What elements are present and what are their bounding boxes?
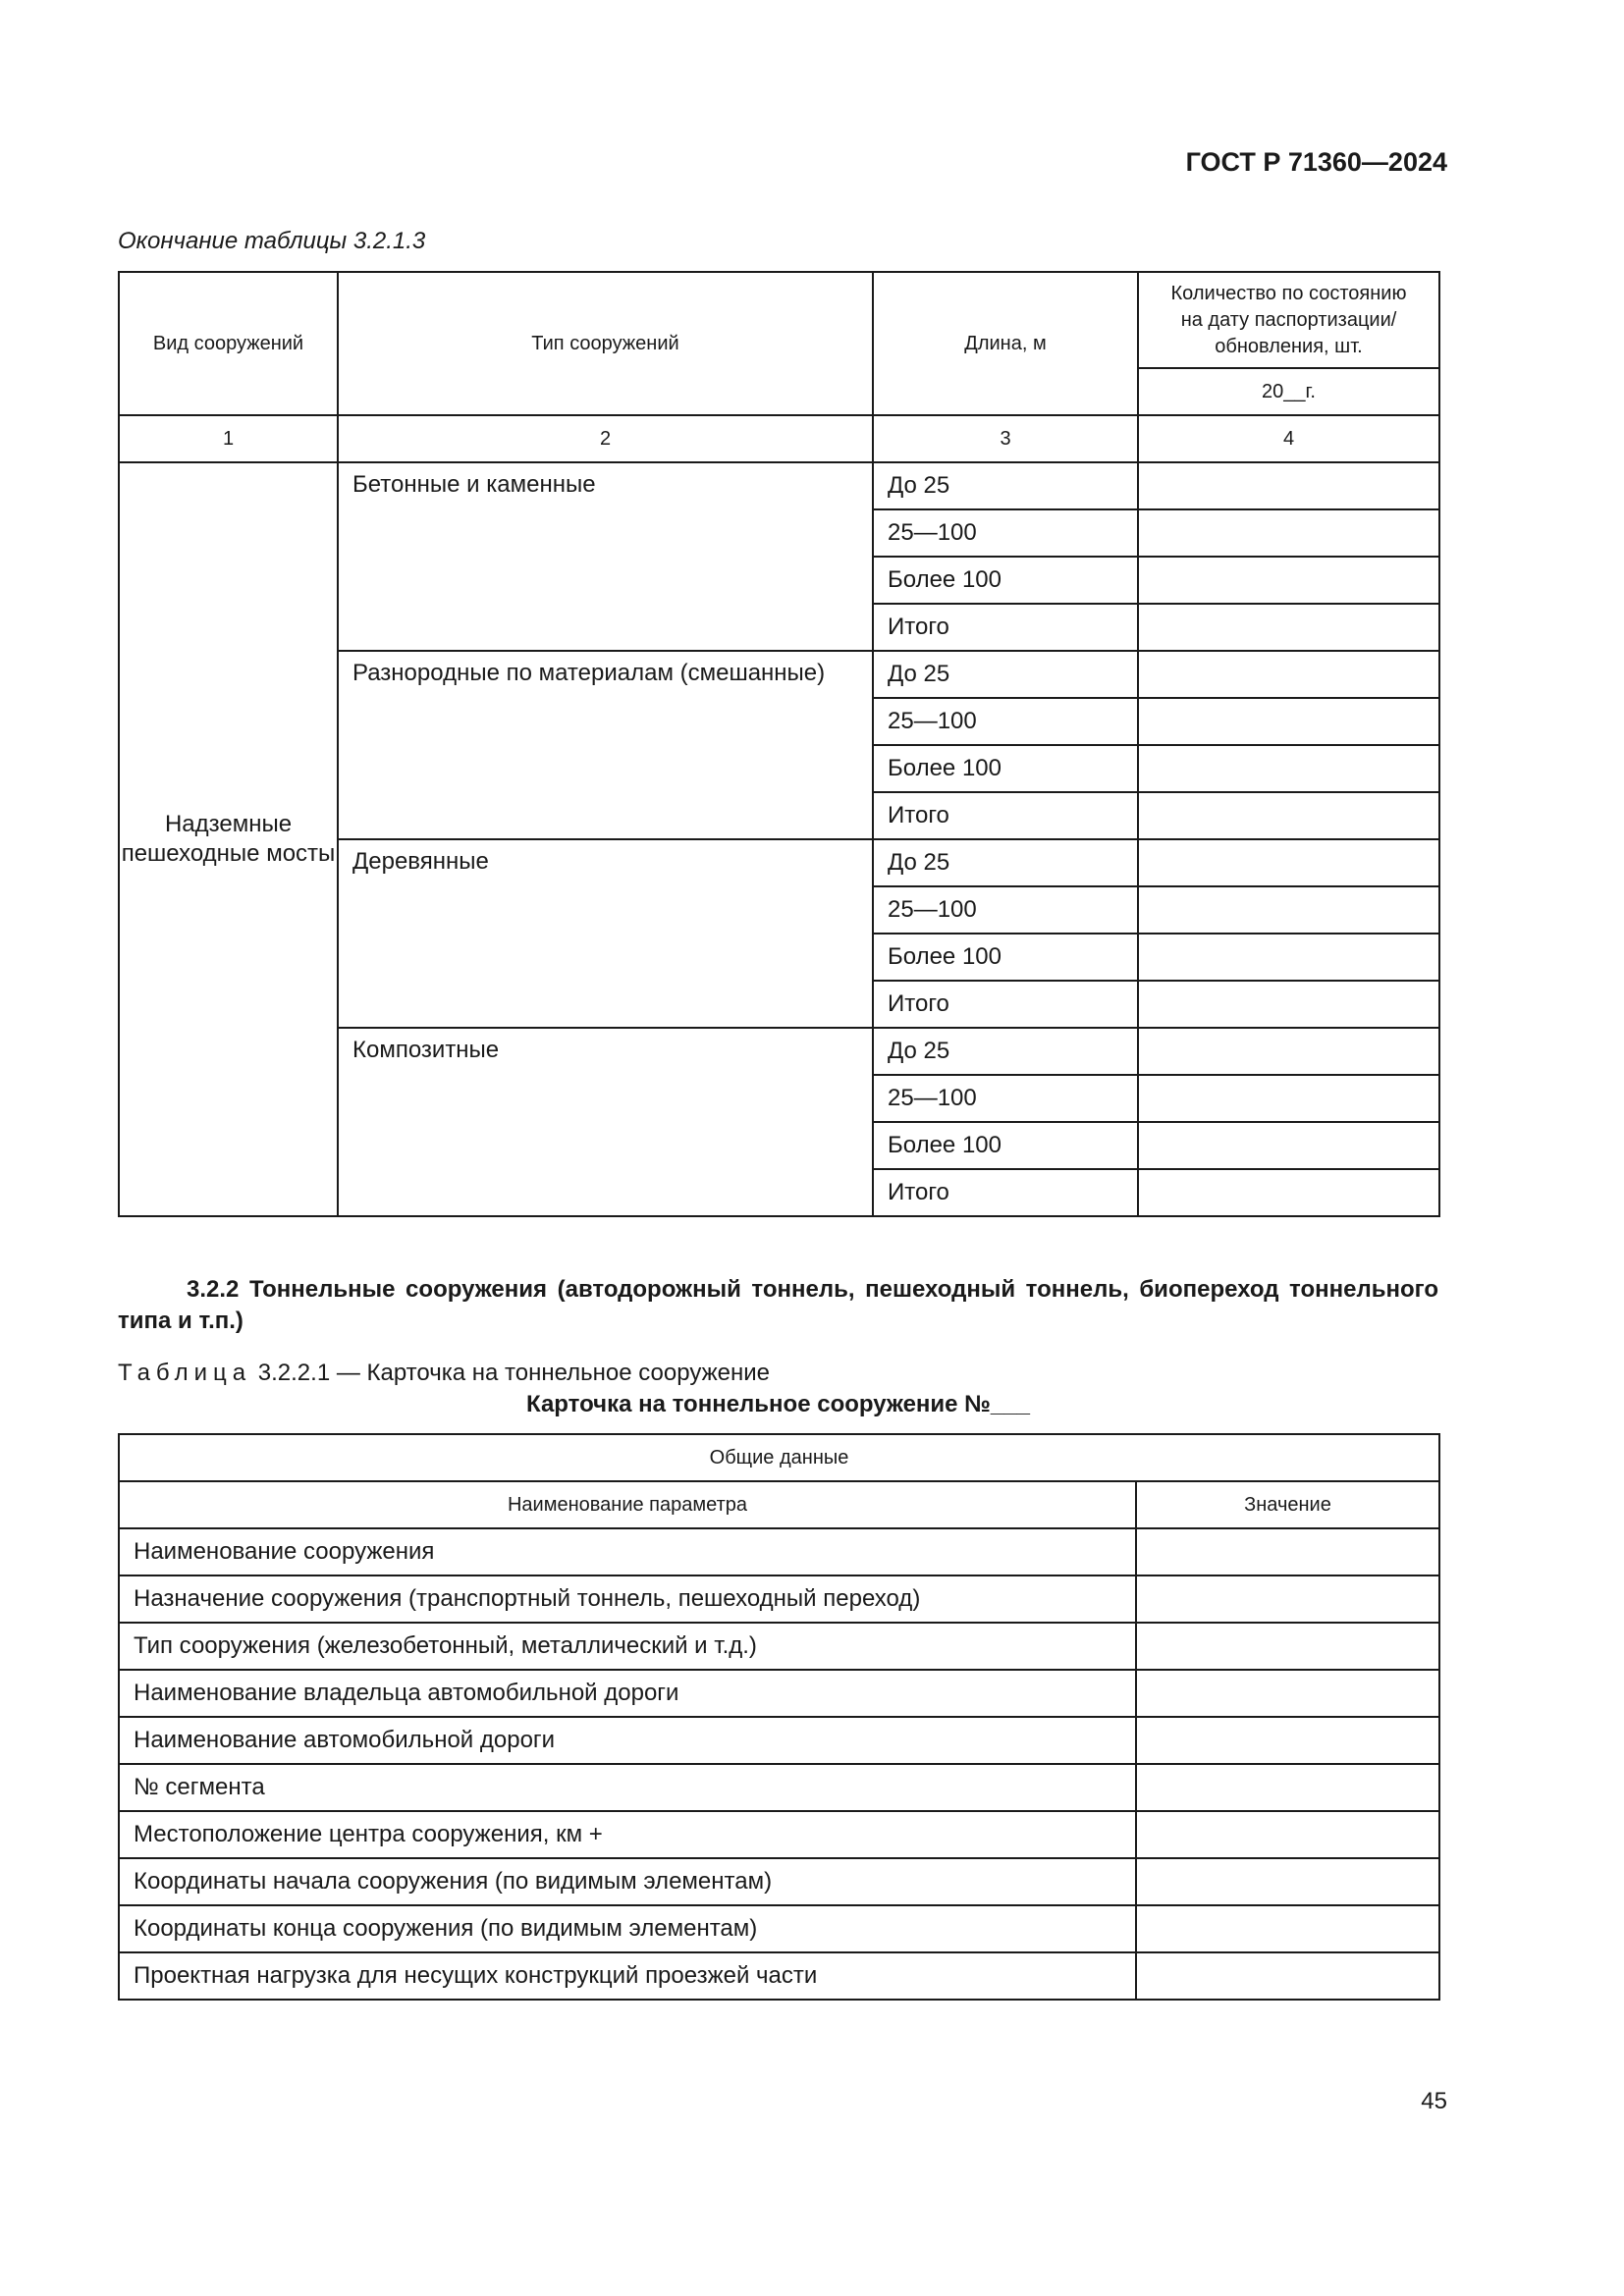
count-cell[interactable] — [1138, 651, 1439, 698]
header-year: 20__г. — [1138, 368, 1439, 415]
count-cell[interactable] — [1138, 934, 1439, 981]
count-cell[interactable] — [1138, 1028, 1439, 1075]
length-cell: 25—100 — [873, 509, 1138, 557]
value-cell[interactable] — [1136, 1528, 1439, 1575]
table-caption-word: Таблица — [118, 1360, 252, 1386]
length-cell: 25—100 — [873, 1075, 1138, 1122]
col-number-2: 2 — [338, 415, 873, 462]
header-type: Тип сооружений — [338, 272, 873, 415]
length-cell: Итого — [873, 792, 1138, 839]
document-code: ГОСТ Р 71360—2024 — [1185, 147, 1447, 177]
count-cell[interactable] — [1138, 745, 1439, 792]
value-cell[interactable] — [1136, 1952, 1439, 2000]
table-row — [119, 462, 1439, 509]
table-row — [119, 1858, 1439, 1905]
param-name-cell: № сегмента — [119, 1764, 1136, 1811]
value-cell[interactable] — [1136, 1858, 1439, 1905]
table-row — [119, 1670, 1439, 1717]
table-row — [119, 1575, 1439, 1623]
param-name-cell: Наименование автомобильной дороги — [119, 1717, 1136, 1764]
length-cell: Более 100 — [873, 745, 1138, 792]
table-row — [119, 1952, 1439, 2000]
count-cell[interactable] — [1138, 886, 1439, 934]
structure-type-cell: Деревянные — [338, 839, 873, 1028]
length-cell: Более 100 — [873, 557, 1138, 604]
param-name-header: Наименование параметра — [119, 1481, 1136, 1528]
card-title: Карточка на тоннельное сооружение №___ — [526, 1391, 1030, 1417]
col-number-3: 3 — [873, 415, 1138, 462]
count-cell[interactable] — [1138, 557, 1439, 604]
length-cell: До 25 — [873, 462, 1138, 509]
count-cell[interactable] — [1138, 462, 1439, 509]
table-caption-text: 3.2.2.1 — Карточка на тоннельное сооружение — [251, 1360, 770, 1386]
value-cell[interactable] — [1136, 1764, 1439, 1811]
structures-table — [118, 271, 1440, 1217]
table-row — [119, 1528, 1439, 1575]
length-cell: Итого — [873, 981, 1138, 1028]
value-header: Значение — [1136, 1481, 1439, 1528]
table-row — [119, 1905, 1439, 1952]
length-cell: Итого — [873, 1169, 1138, 1216]
tunnel-card-table — [118, 1433, 1440, 2001]
section-heading: 3.2.2 Тоннельные сооружения (автодорожный тоннель, пешеходный тоннель, биопереход тоннельного типа и т.п.) — [118, 1276, 1438, 1334]
param-name-cell: Местоположение центра сооружения, км + — [119, 1811, 1136, 1858]
structure-type-cell: Бетонные и каменные — [338, 462, 873, 651]
length-cell: До 25 — [873, 651, 1138, 698]
count-cell[interactable] — [1138, 509, 1439, 557]
table-row — [119, 1811, 1439, 1858]
count-cell[interactable] — [1138, 1169, 1439, 1216]
table-row — [119, 1764, 1439, 1811]
general-data-header: Общие данные — [119, 1434, 1439, 1481]
value-cell[interactable] — [1136, 1811, 1439, 1858]
table-caption — [118, 1360, 770, 1387]
value-cell[interactable] — [1136, 1670, 1439, 1717]
count-cell[interactable] — [1138, 792, 1439, 839]
length-cell: Итого — [873, 604, 1138, 651]
param-name-cell: Тип сооружения (железобетонный, металлический и т.д.) — [119, 1623, 1136, 1670]
value-cell[interactable] — [1136, 1905, 1439, 1952]
count-cell[interactable] — [1138, 604, 1439, 651]
table-row — [119, 1623, 1439, 1670]
length-cell: 25—100 — [873, 698, 1138, 745]
structure-type-cell: Композитные — [338, 1028, 873, 1216]
table-row — [119, 1717, 1439, 1764]
header-length: Длина, м — [873, 272, 1138, 415]
param-name-cell: Назначение сооружения (транспортный тоннель, пешеходный переход) — [119, 1575, 1136, 1623]
page-number: 45 — [1421, 2088, 1447, 2114]
value-cell[interactable] — [1136, 1575, 1439, 1623]
count-cell[interactable] — [1138, 1122, 1439, 1169]
header-kind: Вид сооружений — [119, 272, 338, 415]
length-cell: До 25 — [873, 839, 1138, 886]
param-name-cell: Координаты начала сооружения (по видимым элементам) — [119, 1858, 1136, 1905]
count-cell[interactable] — [1138, 839, 1439, 886]
structure-kind-cell: Надземные пешеходные мосты — [119, 462, 338, 1216]
table-continuation-label: Окончание таблицы 3.2.1.3 — [118, 228, 426, 254]
length-cell: 25—100 — [873, 886, 1138, 934]
value-cell[interactable] — [1136, 1717, 1439, 1764]
length-cell: Более 100 — [873, 1122, 1138, 1169]
param-name-cell: Координаты конца сооружения (по видимым элементам) — [119, 1905, 1136, 1952]
structure-type-cell: Разнородные по материалам (смешанные) — [338, 651, 873, 839]
param-name-cell: Проектная нагрузка для несущих конструкций проезжей части — [119, 1952, 1136, 2000]
param-name-cell: Наименование владельца автомобильной дороги — [119, 1670, 1136, 1717]
count-cell[interactable] — [1138, 698, 1439, 745]
length-cell: До 25 — [873, 1028, 1138, 1075]
value-cell[interactable] — [1136, 1623, 1439, 1670]
count-cell[interactable] — [1138, 981, 1439, 1028]
length-cell: Более 100 — [873, 934, 1138, 981]
count-cell[interactable] — [1138, 1075, 1439, 1122]
col-number-1: 1 — [119, 415, 338, 462]
param-name-cell: Наименование сооружения — [119, 1528, 1136, 1575]
col-number-4: 4 — [1138, 415, 1439, 462]
header-count: Количество по состоянию на дату паспортизации/ обновления, шт. — [1138, 272, 1439, 368]
